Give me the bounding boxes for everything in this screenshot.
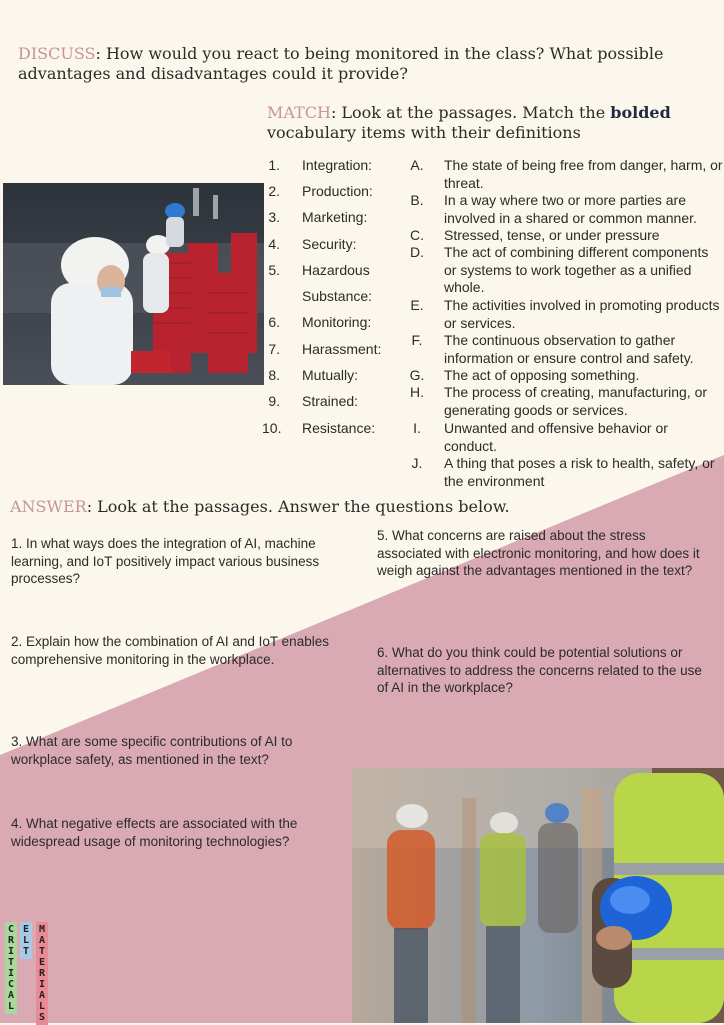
definition-text: A thing that poses a risk to health, safety, or the environment	[444, 455, 715, 489]
vocab-number: 9.	[268, 393, 280, 409]
logo-materials	[36, 922, 48, 1025]
vocab-term: Integration:	[302, 157, 373, 173]
logo-materials-text: MATERIALS	[38, 924, 46, 1023]
definition-text: The activities involved in promoting products or services.	[444, 297, 720, 331]
definition-letter: J.	[411, 455, 423, 471]
vocab-term: Hazardous	[302, 262, 370, 278]
vocab-term: Monitoring:	[302, 314, 372, 330]
discuss-label: DISCUSS	[18, 44, 96, 63]
question-2: 2. Explain how the combination of AI and IoT enables comprehensive monitoring in the workplace.	[11, 634, 329, 667]
factory-workers-photo	[3, 183, 264, 385]
logo-elt	[20, 922, 32, 959]
definition-text: The state of being free from danger, harm, or threat.	[444, 157, 723, 191]
vocab-number: 10.	[262, 420, 282, 436]
match-heading	[267, 103, 712, 143]
question-6: 6. What do you think could be potential solutions or alternatives to address the concerns related to the use of AI in the workplace?	[377, 645, 702, 695]
vocab-number: 2.	[268, 183, 280, 199]
definition-text: The act of opposing something.	[444, 367, 640, 383]
definition-letter: G.	[409, 367, 425, 383]
match-bold-word: bolded	[610, 103, 671, 122]
definition-letter: B.	[410, 192, 424, 208]
vocab-term: Resistance:	[302, 420, 376, 436]
definition-text: The process of creating, manufacturing, or generating goods or services.	[444, 384, 708, 418]
vocab-term: Strained:	[302, 393, 359, 409]
match-text-before: : Look at the passages. Match the	[330, 103, 611, 122]
vocab-number: 1.	[268, 157, 280, 173]
vocab-number: 7.	[268, 341, 280, 357]
construction-workers-photo	[352, 768, 724, 1023]
definition-text: The act of combining different components or systems to work together as a unified whole.	[444, 244, 709, 295]
logo-elt-text: ELT	[22, 924, 30, 957]
vocab-term: Production:	[302, 183, 373, 199]
vocab-term: Marketing:	[302, 209, 368, 225]
definition-text: The continuous observation to gather information or ensure control and safety.	[444, 332, 694, 366]
question-4: 4. What negative effects are associated with the widespread usage of monitoring technologies?	[11, 816, 298, 849]
logo-critical-text: CRITICAL	[7, 924, 15, 1012]
definition-letter: A.	[410, 157, 424, 173]
match-text-after: vocabulary items with their definitions	[267, 123, 581, 142]
vocab-number: 5.	[268, 262, 280, 278]
discuss-text: : How would you react to being monitored in the class? What possible advantages and disadvantages could it provide?	[18, 44, 664, 83]
answer-heading	[10, 497, 510, 517]
vocab-term: Mutually:	[302, 367, 359, 383]
vocab-term: Substance:	[302, 288, 373, 304]
definition-letter: D.	[410, 244, 424, 260]
definition-letter: I.	[413, 420, 421, 436]
logo-critical	[5, 922, 17, 1014]
vocab-term: Security:	[302, 236, 357, 252]
discuss-prompt	[18, 44, 708, 84]
vocab-number: 6.	[268, 314, 280, 330]
question-1: 1. In what ways does the integration of AI, machine learning, and IoT positively impact various business processes?	[11, 536, 320, 586]
definition-text: In a way where two or more parties are involved in a shared or common manner.	[444, 192, 697, 226]
definition-text: Stressed, tense, or under pressure	[444, 227, 660, 243]
definition-letter: E.	[410, 297, 424, 313]
answer-label: ANSWER	[10, 497, 87, 516]
vocab-term: Harassment:	[302, 341, 382, 357]
definition-text: Unwanted and offensive behavior or conduct.	[444, 420, 668, 454]
vocab-number: 4.	[268, 236, 280, 252]
definition-letter: C.	[410, 227, 424, 243]
match-label: MATCH	[267, 103, 331, 122]
answer-text: : Look at the passages. Answer the questions below.	[86, 497, 510, 516]
question-3: 3. What are some specific contributions of AI to workplace safety, as mentioned in the text?	[11, 734, 293, 767]
definition-letter: F.	[411, 332, 423, 348]
definition-letter: H.	[410, 384, 424, 400]
vocab-number: 8.	[268, 367, 280, 383]
vocab-number: 3.	[268, 209, 280, 225]
question-5: 5. What concerns are raised about the stress associated with electronic monitoring, and how does it weigh against the advantages mentioned in the text?	[377, 528, 700, 578]
